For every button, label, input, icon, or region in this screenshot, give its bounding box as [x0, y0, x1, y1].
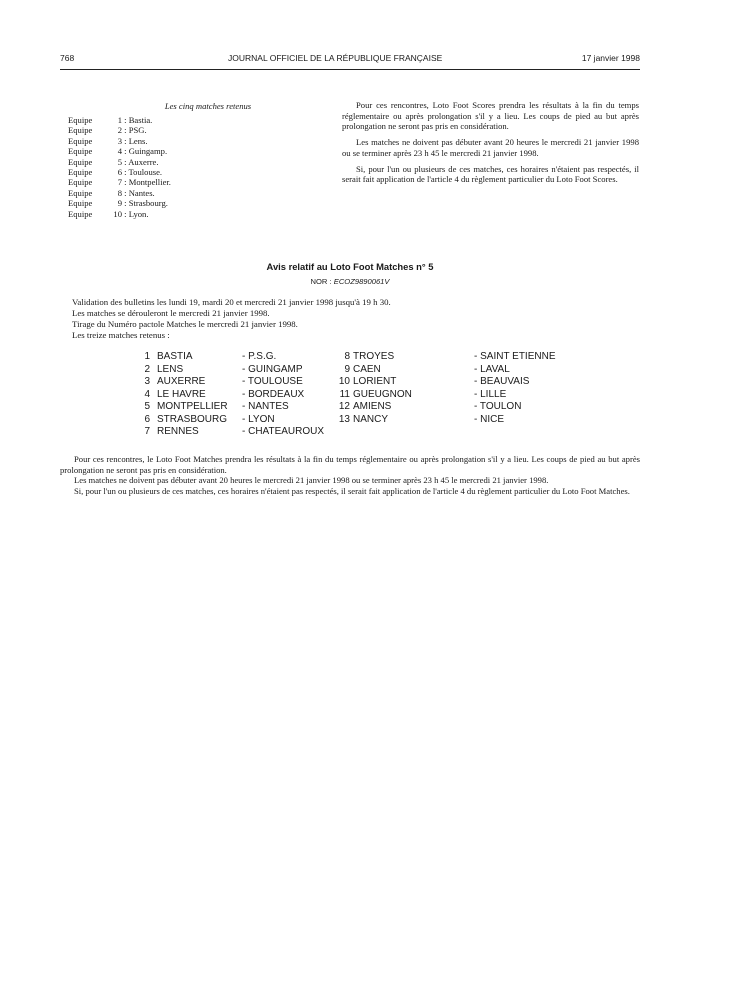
rules-paragraph: Les matches ne doivent pas débuter avant 20 heures le mercredi 21 janvier 1998 ou se terminer après 23 h 45 le mercredi 21 janvier 1998. [74, 475, 549, 486]
team-row: Equipe 7 : Montpellier. [68, 177, 171, 188]
rules-paragraph: Les matches ne doivent pas débuter avant 20 heures le mercredi 21 janvier 1998 ou se terminer après 23 h 45 le mercredi 21 janvier 1998. [342, 137, 639, 158]
scores-rules [342, 100, 639, 190]
issue-date: 17 janvier 1998 [581, 53, 640, 63]
page-header [60, 53, 640, 69]
team-row: Equipe 6 : Toulouse. [68, 166, 163, 177]
rules-paragraph: Pour ces rencontres, le Loto Foot Matches prendra les résultats à la fin du temps réglementaire ou après prolongation s'il y a lieu. Les coups de pied au but après prolongation ne seront pas pris en considération. [60, 454, 640, 475]
team-row: Equipe 10 : Lyon. [68, 208, 149, 219]
nor-reference: NOR : ECOZ9890061V [310, 277, 390, 286]
team-row: Equipe 9 : Strasbourg. [68, 198, 168, 209]
rules-paragraph: Pour ces rencontres, Loto Foot Scores prendra les résultats à la fin du temps réglementaire ou après prolongation s'il y a lieu. Les coups de pied au but après prolongation ne seront pas pris en considération. [342, 100, 639, 132]
matches-rules [60, 454, 640, 496]
team-row: Equipe 8 : Nantes. [68, 187, 155, 198]
team-row: Equipe 1 : Bastia. [68, 115, 153, 125]
team-row: Equipe 5 : Auxerre. [68, 156, 159, 167]
intro-line: Les treize matches retenus : [72, 330, 170, 340]
team-list [68, 101, 328, 219]
section-title: Avis relatif au Loto Foot Matches n° 5 [266, 261, 434, 272]
rules-paragraph: Si, pour l'un ou plusieurs de ces matches, ces horaires n'étaient pas respectés, il serait fait application de l'article 4 du règlement particulier du Loto Foot Matches. [74, 485, 630, 496]
rules-paragraph: Si, pour l'un ou plusieurs de ces matches, ces horaires n'étaient pas respectés, il serait fait application de l'article 4 du règlement particulier du Loto Foot Scores. [342, 163, 639, 185]
page-number: 768 [60, 53, 75, 63]
intro-line: Tirage du Numéro pactole Matches le mercredi 21 janvier 1998. [72, 319, 298, 329]
team-list-subtitle: Les cinq matches retenus [164, 101, 252, 111]
intro-line: Validation des bulletins les lundi 19, mardi 20 et mercredi 21 janvier 1998 jusqu'à 19 h 30. [72, 297, 391, 307]
team-row: Equipe 2 : PSG. [68, 125, 147, 136]
team-row: Equipe 3 : Lens. [68, 135, 148, 146]
journal-title: JOURNAL OFFICIEL DE LA RÉPUBLIQUE FRANÇAISE [228, 53, 443, 63]
nor-code: ECOZ9890061V [333, 277, 390, 286]
header-rule [60, 69, 640, 70]
intro-line: Les matches se dérouleront le mercredi 21 janvier 1998. [72, 308, 270, 318]
team-row: Equipe 4 : Guingamp. [68, 146, 168, 157]
intro-text [72, 297, 632, 341]
